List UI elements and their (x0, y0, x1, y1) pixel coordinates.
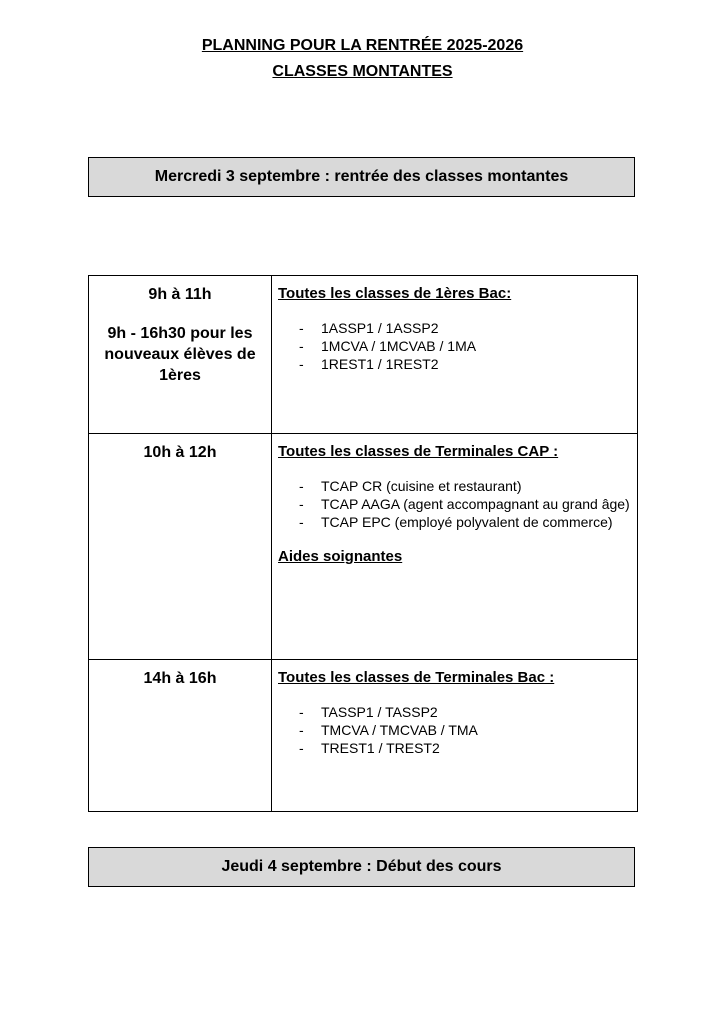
time-slot: 14h à 16h (143, 670, 217, 687)
list-item: - TREST1 / TREST2 (321, 739, 631, 757)
table-row (89, 660, 638, 812)
table-row (89, 276, 638, 434)
list-item: - 1REST1 / 1REST2 (321, 355, 631, 373)
time-slot: 10h à 12h (143, 444, 217, 461)
group-title: Toutes les classes de Terminales Bac : (278, 669, 555, 686)
time-slot-note: 9h - 16h30 pour les nouveaux élèves de 1ères (104, 325, 256, 384)
schedule-table (88, 275, 638, 812)
classes-cell (272, 434, 638, 660)
time-cell (89, 276, 272, 434)
table-row (89, 434, 638, 660)
list-item: - 1MCVA / 1MCVAB / 1MA (321, 337, 631, 355)
time-slot: 9h à 11h (148, 286, 212, 303)
page-subtitle: CLASSES MONTANTES (272, 63, 453, 80)
group-title: Toutes les classes de Terminales CAP : (278, 443, 559, 460)
page-title: PLANNING POUR LA RENTRÉE 2025-2026 (201, 37, 524, 54)
list-item: - TCAP AAGA (agent accompagnant au grand âge) (321, 495, 631, 513)
classes-cell (272, 276, 638, 434)
list-item: - TCAP EPC (employé polyvalent de commerce) (321, 513, 631, 531)
list-item: - 1ASSP1 / 1ASSP2 (321, 319, 631, 337)
time-cell (89, 660, 272, 812)
day-banner-text: Mercredi 3 septembre : rentrée des classes montantes (154, 168, 569, 185)
class-list (278, 477, 631, 531)
list-item: - TMCVA / TMCVAB / TMA (321, 721, 631, 739)
class-list (278, 703, 631, 757)
day-banner-thursday (88, 847, 635, 887)
class-list (278, 319, 631, 373)
group-title: Toutes les classes de 1ères Bac: (278, 285, 512, 302)
list-item: - TCAP CR (cuisine et restaurant) (321, 477, 631, 495)
classes-cell (272, 660, 638, 812)
day-banner-wednesday (88, 157, 635, 197)
list-item: - TASSP1 / TASSP2 (321, 703, 631, 721)
day-banner-text: Jeudi 4 septembre : Début des cours (221, 858, 502, 875)
time-cell (89, 434, 272, 660)
group-title-aides-soignantes: Aides soignantes (278, 548, 403, 565)
